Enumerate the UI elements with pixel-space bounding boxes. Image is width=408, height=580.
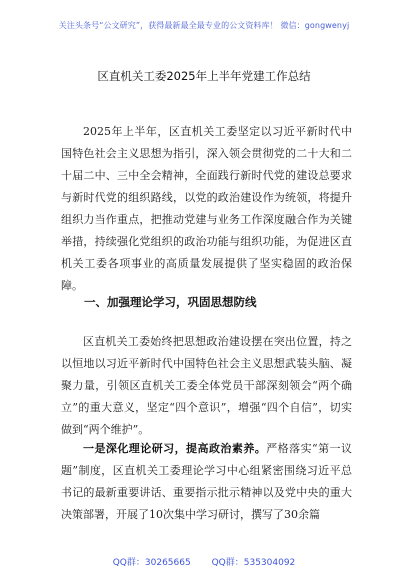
subsection-1-paragraph	[61, 438, 352, 526]
section-heading-1: 一、加强理论学习，巩固思想防线	[84, 295, 257, 309]
document-title: 区直机关工委2025年上半年党建工作总结	[97, 69, 311, 83]
qq-group-2: QQ群：535304092	[211, 558, 296, 568]
qq-group-1: QQ群：30265665	[112, 558, 191, 568]
subsection-1-lead: 一是深化理论研习，提高政治素养。	[83, 442, 267, 455]
intro-paragraph: 2025年上半年，区直机关工委坚定以习近平新时代中国特色社会主义思想为指引，深入领会贯彻党的二十大和二十届二中、三中全会精神，全面践行新时代党的建设总要求与新时代党的组织路线，以党的政治建设作为统领，将提升组织力当作重点，把推动党建与业务工作深度融合作为关键举措，持续强化党组织的政治功能与组织功能，为促进区直机关工委各项事业的高质量发展提供了坚实稳固的政治保障。	[61, 125, 352, 292]
section-1-paragraph: 区直机关工委始终把思想政治建设摆在突出位置，持之以恒地以习近平新时代中国特色社会主义思想武装头脑、凝聚力量，引领区直机关工委全体党员干部深刻领会“两个确立”的重大意义，坚定“四个意识”，增强“四个自信”，切实做到“两个维护”。	[61, 335, 352, 436]
subsection-1-text: 严格落实“第一议题”制度，区直机关工委理论学习中心组紧密围绕习近平总书记的最新重要讲话、重要指示批示精神以及党中央的重大决策部署，开展了10次集中学习研讨，撰写了30余篇	[61, 442, 352, 521]
contact-footer	[0, 555, 408, 568]
promo-banner: 关注头条号“公文研究”，获得最新最全最专业的公文资料库！ 微信：gongwenyj	[58, 21, 350, 30]
